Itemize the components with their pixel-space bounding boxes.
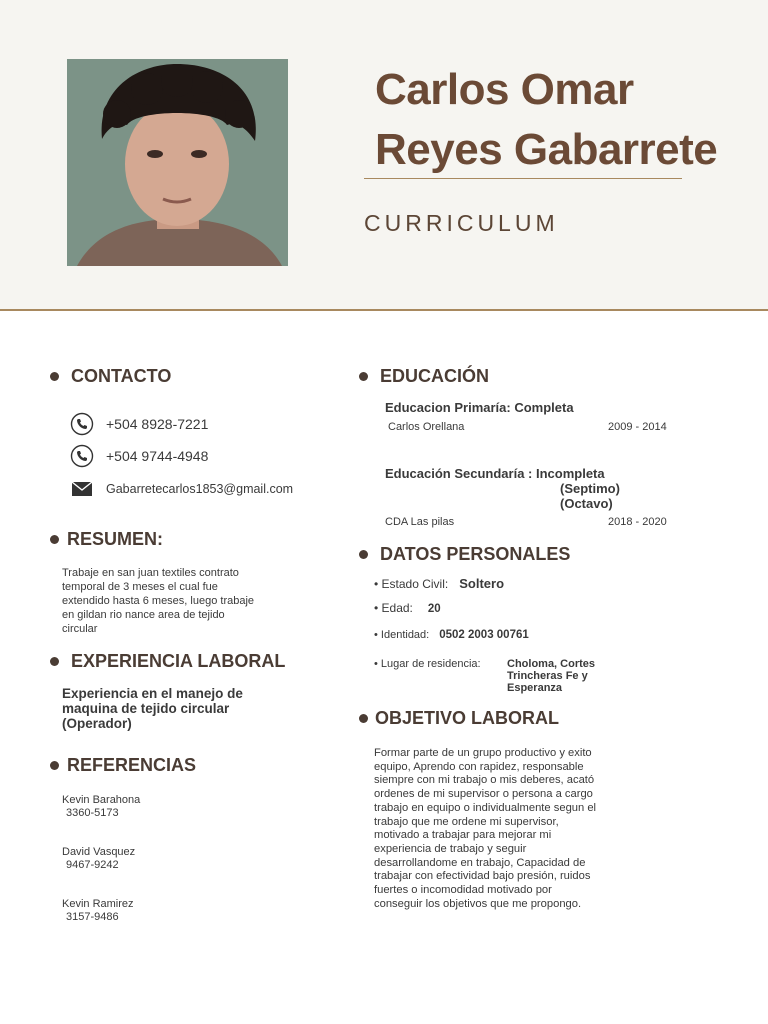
header-banner	[0, 0, 768, 311]
contact-section-title	[50, 366, 171, 387]
id-label: • Identidad:	[374, 629, 430, 641]
phone-2-text: +504 9744-4948	[106, 448, 209, 464]
contact-phone-1	[70, 412, 208, 436]
objective-title-text: OBJETIVO LABORAL	[375, 708, 560, 728]
age-value: 20	[427, 603, 441, 615]
reference-phone: 3157-9486	[66, 911, 119, 923]
summary-line: extendido hasta 6 meses, luego trabaje	[62, 595, 255, 607]
reference-phone: 3360-5173	[66, 807, 119, 819]
references-title-text: REFERENCIAS	[67, 755, 197, 775]
objective-line: motivado a trabajar para mejorar mi	[374, 829, 552, 842]
bullet-dot	[359, 714, 368, 723]
primary-education-heading: Educacion Primaría: Completa	[385, 400, 574, 415]
objective-line: equipo, Aprendo con rapidez, responsable	[374, 760, 584, 773]
experience-title-text: EXPERIENCIA LABORAL	[71, 651, 286, 671]
summary-title-text: RESUMEN:	[67, 529, 164, 549]
secondary-extra-1: (Septimo)	[560, 481, 620, 496]
summary-line: en gildan rio nance area de tejido	[62, 609, 225, 621]
reference-name: Kevin Ramirez	[62, 898, 134, 910]
objective-line: desarrollandome en trabajo, Capacidad de	[374, 856, 586, 869]
primary-years: 2009 - 2014	[608, 421, 667, 433]
education-title-text: EDUCACIÓN	[380, 366, 490, 386]
age-row	[374, 601, 441, 615]
experience-section-title	[50, 651, 285, 672]
summary-line: Trabaje en san juan textiles contrato	[62, 567, 239, 579]
education-section-title	[359, 366, 489, 387]
objective-line: conseguir los objetivos que me propongo.	[374, 897, 582, 910]
objective-section-title	[359, 708, 559, 729]
id-row	[374, 629, 529, 641]
candidate-name	[375, 60, 717, 180]
residence-value	[507, 658, 595, 694]
references-section-title	[50, 755, 196, 776]
secondary-school: CDA Las pilas	[385, 516, 455, 528]
phone-icon	[70, 412, 94, 436]
summary-line: circular	[62, 623, 98, 635]
civil-status-label: • Estado Civil:	[374, 577, 449, 591]
objective-line: ordenes de mi supervisor o persona a cargo	[374, 788, 593, 801]
experience-line: Experiencia en el manejo de	[62, 686, 243, 701]
experience-line: maquina de tejido circular	[62, 701, 230, 716]
reference-item	[62, 794, 140, 820]
objective-line: trabajar con efectividad bajo presión, ruidos	[374, 870, 591, 883]
contact-title-text: CONTACTO	[71, 366, 172, 386]
id-value: 0502 2003 00761	[439, 629, 529, 641]
reference-item	[62, 898, 134, 924]
experience-body	[62, 686, 243, 731]
civil-status-row	[374, 576, 504, 591]
secondary-years: 2018 - 2020	[608, 516, 667, 528]
secondary-extra-2: (Octavo)	[560, 496, 613, 511]
contact-email	[70, 477, 293, 501]
bullet-dot	[50, 372, 59, 381]
bullet-dot	[50, 657, 59, 666]
reference-item	[62, 846, 135, 872]
summary-line: temporal de 3 meses el cual fue	[62, 581, 218, 593]
age-label: • Edad:	[374, 601, 413, 615]
objective-line: siempre con mi trabajo o mis deberes, acató	[374, 774, 595, 787]
bullet-dot	[50, 761, 59, 770]
name-divider	[364, 178, 682, 179]
summary-body	[62, 566, 312, 636]
primary-school: Carlos Orellana	[388, 421, 465, 433]
profile-photo	[67, 59, 288, 266]
bullet-dot	[359, 372, 368, 381]
objective-body	[374, 747, 596, 911]
secondary-education-heading: Educación Secundaría : Incompleta	[385, 466, 605, 481]
objective-line: trabajo que me ordene mi supervisor,	[374, 815, 559, 828]
bullet-dot	[50, 535, 59, 544]
reference-name: David Vasquez	[62, 846, 136, 858]
reference-phone: 9467-9242	[66, 859, 119, 871]
objective-line: trabajo en equipo o individualmente segun el	[374, 801, 597, 814]
document-subtitle: CURRICULUM	[364, 210, 559, 236]
email-text: Gabarretecarlos1853@gmail.com	[106, 482, 294, 496]
bullet-dot	[359, 550, 368, 559]
experience-line: (Operador)	[62, 716, 132, 731]
reference-name: Kevin Barahona	[62, 794, 141, 806]
objective-line: Formar parte de un grupo productivo y exito	[374, 747, 592, 759]
objective-line: fuertes o incomodidad motivado por	[374, 884, 552, 897]
residence-line: Trincheras Fe y	[507, 670, 588, 682]
civil-status-value: Soltero	[459, 576, 505, 591]
phone-icon	[70, 444, 94, 468]
residence-line: Choloma, Cortes	[507, 658, 596, 670]
objective-line: experiencia de trabajo y seguir	[374, 842, 527, 855]
personal-section-title	[359, 544, 570, 565]
residence-line: Esperanza	[507, 682, 563, 694]
residence-label: • Lugar de residencia:	[374, 658, 481, 670]
personal-title-text: DATOS PERSONALES	[380, 544, 571, 564]
envelope-icon	[70, 477, 94, 501]
contact-phone-2	[70, 444, 208, 468]
name-line-1: Carlos Omar	[375, 65, 634, 114]
phone-1-text: +504 8928-7221	[106, 416, 209, 432]
name-line-2: Reyes Gabarrete	[375, 125, 718, 174]
summary-section-title	[50, 529, 163, 550]
